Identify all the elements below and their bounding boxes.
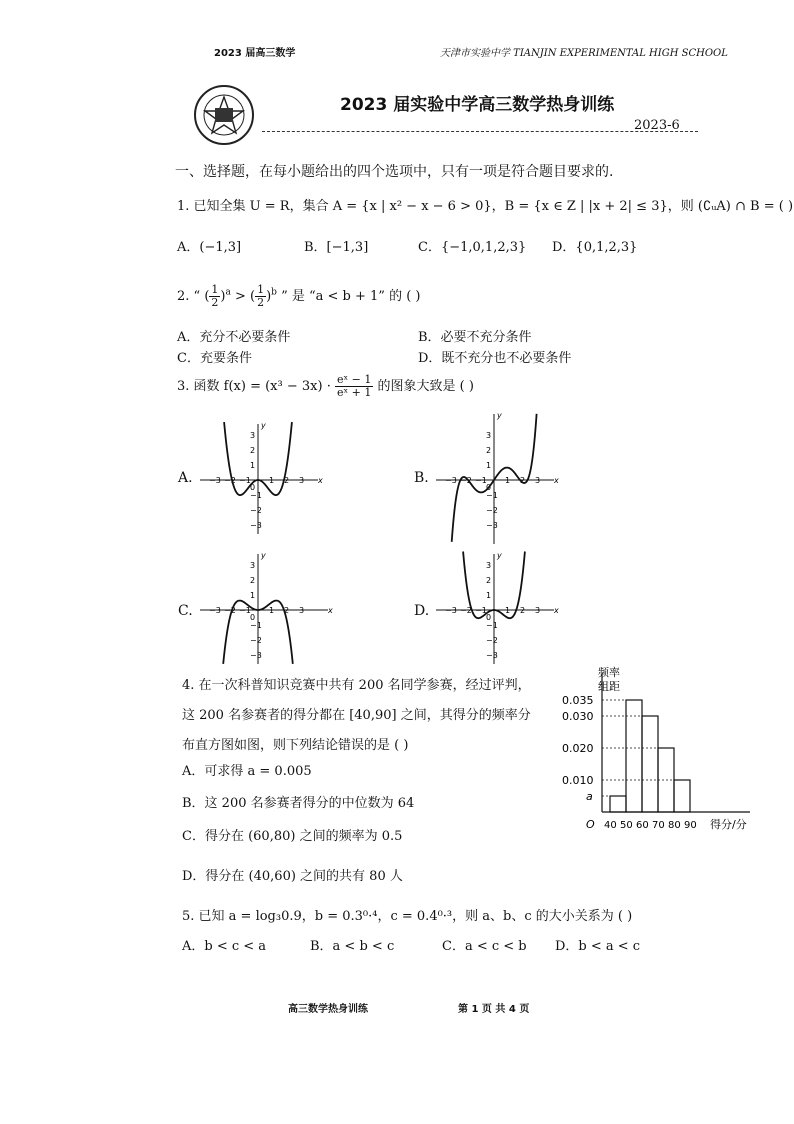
y-tick-label: −3 — [486, 651, 498, 660]
x-tick-label: −3 — [209, 606, 221, 615]
q3-stem-b: 的图象大致是 ( ) — [377, 379, 474, 394]
x-tick-label: 3 — [535, 476, 541, 485]
q5-option-a: A．b < c < a — [182, 939, 267, 954]
hist-x-tick-label: 60 — [636, 820, 649, 831]
x-tick-label: 1 — [505, 606, 511, 615]
x-axis-letter: x — [554, 606, 559, 615]
y-tick-label: −3 — [486, 521, 498, 530]
x-tick-label: −2 — [460, 476, 472, 485]
date: 2023-6 — [634, 118, 680, 133]
q2-stem — [177, 284, 420, 309]
q3-frac-den: eˣ + 1 — [336, 386, 372, 399]
x-axis-letter: x — [328, 606, 333, 615]
y-tick-label: 1 — [486, 461, 492, 470]
q3-label-d: D. — [414, 603, 430, 619]
footer-right: 第 1 页 共 4 页 — [458, 1004, 530, 1015]
hist-x-tick-label: 90 — [684, 820, 697, 831]
hist-x-tick-label: 80 — [668, 820, 681, 831]
y-axis-letter: y — [261, 421, 266, 430]
y-tick-label: −2 — [486, 506, 498, 515]
x-tick-label: 1 — [269, 476, 275, 485]
graph-a — [196, 418, 326, 538]
histogram — [560, 662, 760, 842]
q1-option-b: B．[−1,3] — [304, 240, 369, 255]
q4-option-b: B．这 200 名参赛者得分的中位数为 64 — [182, 796, 415, 811]
q2-option-a: A．充分不必要条件 — [177, 330, 291, 345]
title-rule — [262, 131, 698, 132]
y-tick-label: 1 — [486, 591, 492, 600]
q3-label-c: C. — [178, 603, 193, 619]
y-tick-label: 2 — [250, 446, 256, 455]
hist-ylabel-bottom: 组距 — [598, 680, 620, 693]
y-tick-label: 1 — [250, 461, 256, 470]
x-tick-label: 1 — [505, 476, 511, 485]
y-tick-label: −2 — [250, 506, 262, 515]
x-axis-letter: x — [554, 476, 559, 485]
q4-option-d: D．得分在 (40,60) 之间的共有 80 人 — [182, 869, 403, 884]
x-tick-label: 0 — [250, 483, 256, 492]
q2-stem-a: 2. “ — [177, 289, 201, 304]
x-tick-label: 2 — [284, 606, 290, 615]
y-tick-label: 2 — [250, 576, 256, 585]
hist-y-tick-label: 0.010 — [562, 774, 594, 787]
q1-stem: 1. 已知全集 U = R，集合 A = {x | x² − x − 6 > 0}，B = {x ∈ Z | |x + 2| ≤ 3}，则 (∁ᵤA) ∩ B = ( ) — [177, 199, 794, 214]
q3-stem — [177, 374, 474, 399]
y-tick-label: 2 — [486, 576, 492, 585]
hist-xlabel: 得分/分 — [710, 818, 747, 831]
y-tick-label: −3 — [250, 651, 262, 660]
x-tick-label: 3 — [299, 476, 305, 485]
x-tick-label: −2 — [224, 476, 236, 485]
hist-bar — [626, 700, 642, 812]
x-tick-label: −1 — [475, 476, 487, 485]
header-left: 2023 届高三数学 — [214, 48, 296, 59]
q2-expression: ( $\frac{1}{2}$ )$^a$ > ( $\frac{1}{2}$ )$^b$ — [204, 283, 277, 309]
x-axis-letter: x — [318, 476, 323, 485]
y-tick-label: −3 — [250, 521, 262, 530]
x-tick-label: 2 — [520, 606, 526, 615]
q4-line1: 4. 在一次科普知识竞赛中共有 200 名同学参赛，经过评判， — [182, 678, 531, 693]
y-tick-label: −2 — [486, 636, 498, 645]
y-tick-label: −1 — [250, 621, 262, 630]
y-tick-label: 3 — [250, 431, 256, 440]
x-tick-label: −3 — [445, 606, 457, 615]
hist-bar — [674, 780, 690, 812]
y-axis-letter: y — [261, 551, 266, 560]
x-tick-label: 0 — [486, 483, 492, 492]
q2-option-d: D．既不充分也不必要条件 — [418, 351, 572, 366]
x-tick-label: 3 — [535, 606, 541, 615]
hist-x-tick-label: 70 — [652, 820, 665, 831]
q4-line3: 布直方图如图，则下列结论错误的是 ( ) — [182, 738, 409, 753]
x-tick-label: 2 — [520, 476, 526, 485]
x-tick-label: 0 — [486, 613, 492, 622]
hist-x-tick-label: 50 — [620, 820, 633, 831]
x-tick-label: 1 — [269, 606, 275, 615]
y-axis-letter: y — [497, 551, 502, 560]
y-axis-letter: y — [497, 411, 502, 420]
q3-stem-a: 3. 函数 f(x) = (x³ − 3x) · — [177, 379, 331, 394]
q5-option-d: D．b < a < c — [555, 939, 641, 954]
x-tick-label: −3 — [445, 476, 457, 485]
x-tick-label: 0 — [250, 613, 256, 622]
y-tick-label: −1 — [486, 621, 498, 630]
hist-y-tick-label: 0.030 — [562, 710, 594, 723]
y-tick-label: −1 — [486, 491, 498, 500]
hist-origin: O — [586, 818, 595, 831]
hist-y-tick-label: 0.035 — [562, 694, 594, 707]
q4-option-c: C．得分在 (60,80) 之间的频率为 0.5 — [182, 829, 403, 844]
graph-b — [432, 408, 562, 548]
section-heading: 一、选择题，在每小题给出的四个选项中，只有一项是符合题目要求的. — [175, 164, 614, 180]
x-tick-label: −1 — [239, 476, 251, 485]
q4-option-a: A．可求得 a = 0.005 — [182, 764, 312, 779]
hist-ylabel-top: 频率 — [598, 666, 620, 679]
q3-frac-num: eˣ − 1 — [336, 373, 372, 386]
header-right: 天津市实验中学 TIANJIN EXPERIMENTAL HIGH SCHOOL — [440, 48, 728, 59]
hist-bar — [642, 716, 658, 812]
x-tick-label: −2 — [460, 606, 472, 615]
school-seal-logo — [193, 84, 255, 146]
q1-option-c: C．{−1,0,1,2,3} — [418, 240, 527, 255]
graph-d — [432, 548, 562, 668]
x-tick-label: 3 — [299, 606, 305, 615]
q5-option-b: B．a < b < c — [310, 939, 395, 954]
y-tick-label: 3 — [486, 561, 492, 570]
x-tick-label: −3 — [209, 476, 221, 485]
y-tick-label: 1 — [250, 591, 256, 600]
page-title: 2023 届实验中学高三数学热身训练 — [340, 95, 615, 115]
hist-bar — [610, 796, 626, 812]
q2-option-c: C．充要条件 — [177, 351, 252, 366]
q4-line2: 这 200 名参赛者的得分都在 [40,90] 之间，其得分的频率分 — [182, 708, 531, 723]
x-tick-label: −1 — [475, 606, 487, 615]
q2-stem-b: ” 是 “a < b + 1” 的 ( ) — [281, 289, 421, 304]
q2-option-b: B．必要不充分条件 — [418, 330, 532, 345]
graph-c — [196, 548, 336, 668]
q3-label-a: A. — [178, 470, 193, 486]
hist-y-tick-label: a — [586, 790, 593, 803]
footer-left: 高三数学热身训练 — [288, 1004, 368, 1015]
q3-fraction — [335, 374, 373, 399]
x-tick-label: 2 — [284, 476, 290, 485]
q3-label-b: B. — [414, 470, 429, 486]
q5-option-c: C．a < c < b — [442, 939, 527, 954]
x-tick-label: −2 — [224, 606, 236, 615]
hist-x-tick-label: 40 — [604, 820, 617, 831]
q1-option-a: A．(−1,3] — [177, 240, 242, 255]
y-tick-label: −2 — [250, 636, 262, 645]
hist-y-tick-label: 0.020 — [562, 742, 594, 755]
x-tick-label: −1 — [239, 606, 251, 615]
y-tick-label: 3 — [250, 561, 256, 570]
y-tick-label: 2 — [486, 446, 492, 455]
y-tick-label: −1 — [250, 491, 262, 500]
y-tick-label: 3 — [486, 431, 492, 440]
q1-option-d: D．{0,1,2,3} — [552, 240, 638, 255]
q5-stem: 5. 已知 a = log₃0.9，b = 0.3⁰·⁴，c = 0.4⁰·³，则 a、b、c 的大小关系为 ( ) — [182, 909, 633, 924]
